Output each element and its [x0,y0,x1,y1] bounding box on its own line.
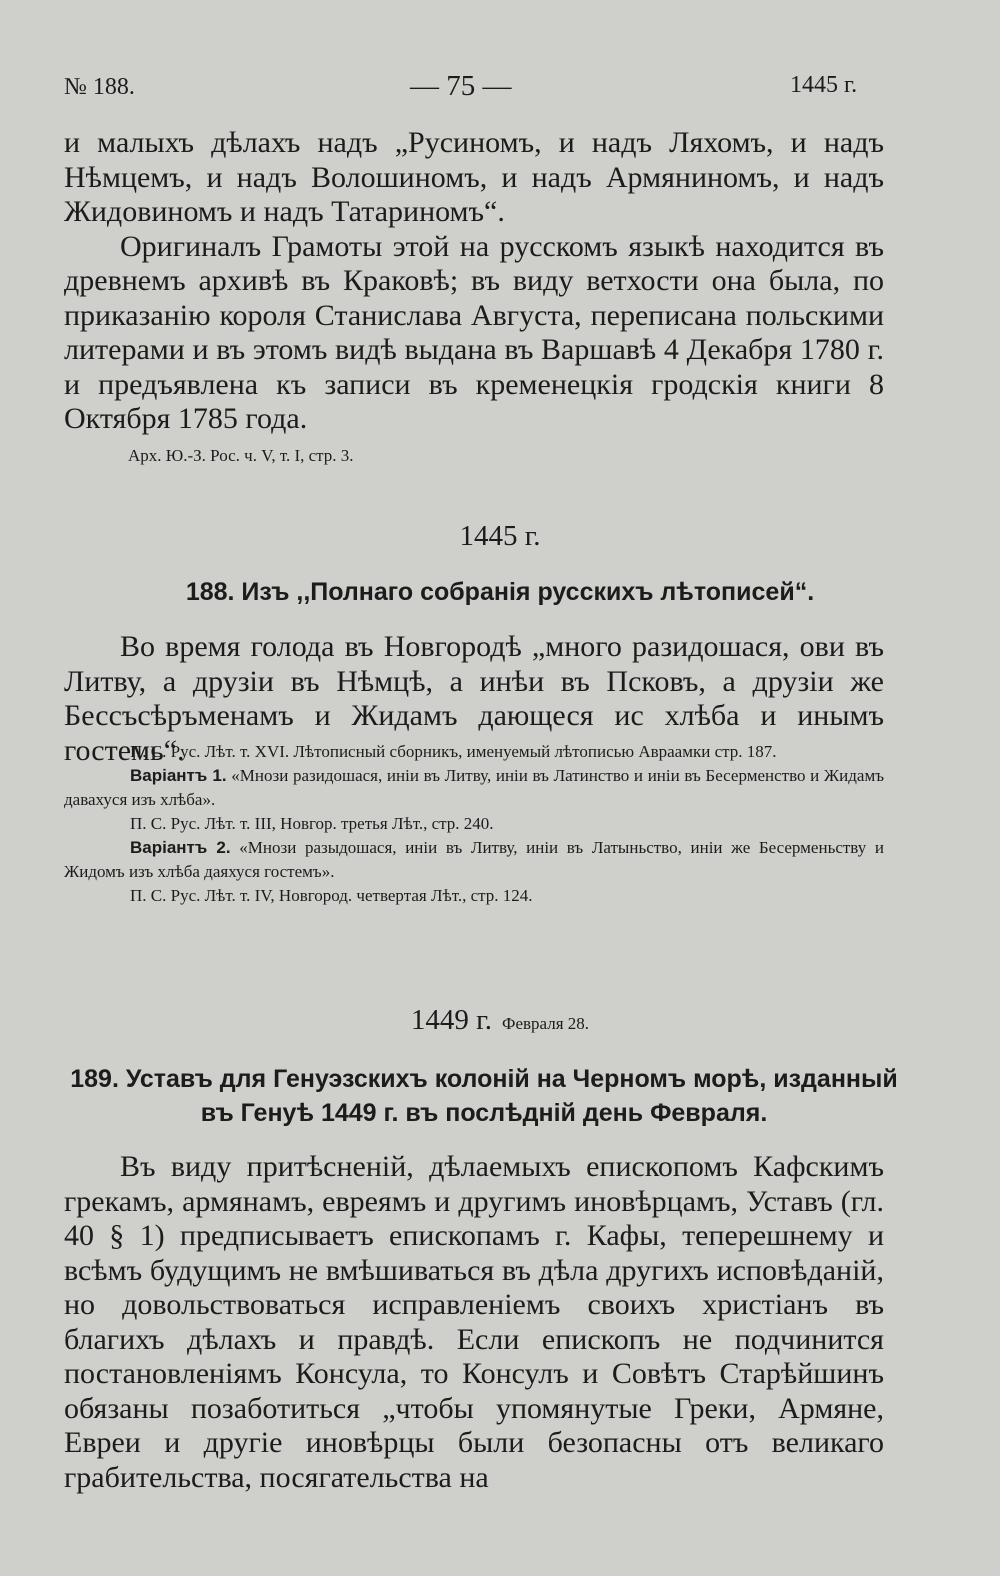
source-note: П. С. Рус. Лѣт. т. III, Новгор. третья Лѣт., стр. 240. [130,814,494,833]
section-text-block [64,1150,884,1495]
source-note: П. С. Рус. Лѣт. т. XVI. Лѣтописный сборникъ, именуемый лѣтописью Авраамки стр. 187. [130,742,777,761]
section-heading: 188. Изъ ,,Полнаго собранія русскихъ лѣтописей“. [185,578,815,606]
top-text-block [64,126,884,437]
variant-label: Варіантъ 2. [130,838,231,857]
variant-text: «Мнози разидошася, иніи въ Литву, иніи въ Латинство и иніи въ Бесерменство и Жидамъ давахуся изъ хлѣба». [64,766,884,809]
section-text: Въ виду притѣсненій, дѣлаемыхъ епископомъ Кафскимъ грекамъ, армянамъ, евреямъ и другимъ иновѣрцамъ, Уставъ (гл. 40 § 1) предписываетъ епископамъ г. Кафы, теперешнему и всѣмъ будущимъ не вмѣшиваться въ дѣла другихъ исповѣданій, но довольствоваться исправленіемъ своихъ христіанъ въ благихъ дѣлахъ и правдѣ. Если епископъ не подчинится постановленіямъ Консула, то Консулъ и Совѣтъ Старѣйшинъ обязаны позаботиться „чтобы упомянутые Греки, Армяне, Евреи и другіе иновѣрцы были безопасны отъ великаго грабительства, посягательства на [64,1150,884,1494]
variant-note [64,764,884,812]
section-year: 1449 г. [410,1004,493,1036]
variant-label: Варіантъ 1. [130,766,227,785]
source-note: П. С. Рус. Лѣт. т. IV, Новгород. четвертая Лѣт., стр. 124. [130,886,533,905]
section-year: 1445 г. [459,520,541,552]
section-heading [64,1062,904,1130]
paragraph-original-note: Оригиналъ Грамоты этой на русскомъ языкѣ находится въ древнемъ архивѣ въ Краковѣ; въ виду ветхости она была, по приказанію короля Станислава Августа, переписана польскими литерами и въ этомъ видѣ выдана въ Варшавѣ 4 Декабря 1780 г. и предъявлена къ записи въ кременецкія гродскія книги 8 Октября 1785 года. [64,229,884,435]
section-heading-line: 189. Уставъ для Генуэзскихъ колоній на Черномъ морѣ, изданный [70,1065,898,1093]
source-reference: Арх. Ю.-З. Рос. ч. V, т. I, стр. 3. [128,446,354,465]
header-year: 1445 г. [790,72,858,98]
variant-note [64,836,884,884]
section-date: Февраля 28. [502,1014,590,1033]
section-heading-line: въ Генуѣ 1449 г. въ послѣдній день Февраля. [200,1099,768,1127]
section-text: Во время голода въ Новгородѣ „много разидошася, ови въ Литву, а друзіи въ Нѣмцѣ, а инѣи въ Псковъ, а друзіи же Бессъсѣръменамъ и Жидамъ дающеся ис хлѣба и инымъ гостемь“. [64,630,884,767]
paragraph-continuation: и малыхъ дѣлахъ надъ „Русиномъ, и надъ Ляхомъ, и надъ Нѣмцемъ, и надъ Волошиномъ, и надъ Армяниномъ, и надъ Жидовиномъ и надъ Татариномъ“. [64,126,884,228]
header-page-number: — 75 — [410,70,512,102]
header-number: № 188. [64,74,135,100]
section-notes [64,740,884,908]
variant-text: «Мнози разыдошася, иніи въ Литву, иніи въ Латыньство, иніи же Бесерменьству и Жидомъ изъ хлѣба даяхуся гостемъ». [64,838,885,881]
section-date-line [0,1004,1000,1037]
